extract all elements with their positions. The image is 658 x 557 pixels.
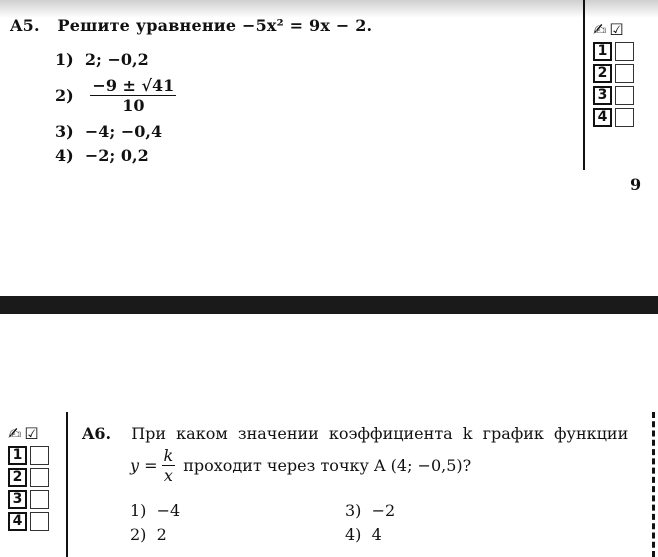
a6-line1: При каком значении коэффициента k график функции [131, 424, 629, 443]
a5-label: A5. [10, 16, 40, 35]
answer-checkbox-4[interactable] [30, 512, 49, 531]
answer-number-2: 2 [593, 64, 612, 83]
answer-checkbox-2[interactable] [615, 64, 634, 83]
answer-number-4: 4 [8, 512, 27, 531]
margin-divider-2 [66, 412, 68, 557]
answer-number-2: 2 [8, 468, 27, 487]
margin-divider [583, 0, 585, 170]
cut-line [652, 412, 655, 557]
a6-option-3: 3) −2 [345, 501, 396, 520]
a6-question [82, 424, 652, 443]
a5-option-2: 2) $\frac{-9 \pm √41}{10}$ [55, 76, 175, 115]
answer-box-a6 [8, 424, 56, 534]
pen-icon: ✍ [8, 424, 22, 443]
a6-line2: проходит через точку A (4; −0,5)? [183, 456, 472, 475]
a5-option-3: 3) −4; −0,4 [55, 122, 163, 141]
answer-checkbox-3[interactable] [30, 490, 49, 509]
a5-question [10, 16, 372, 35]
a6-option-4: 4) 4 [345, 525, 382, 544]
a5-option-1: 1) 2; −0,2 [55, 50, 149, 69]
pen-icon: ✍ [593, 20, 607, 39]
answer-checkbox-1[interactable] [615, 42, 634, 61]
answer-number-4: 4 [593, 108, 612, 127]
a6-formula-line: y = $\frac{k}{x}$ проходит через точку A (4; −0,5)? [130, 446, 472, 485]
page-number: 9 [630, 175, 642, 194]
answer-number-1: 1 [8, 446, 27, 465]
a5-text: Решите уравнение −5x² = 9x − 2. [57, 16, 373, 35]
page-separator [0, 296, 658, 314]
check-icon: ☑ [609, 20, 624, 39]
a6-option-1: 1) −4 [130, 501, 181, 520]
check-icon: ☑ [24, 424, 39, 443]
answer-checkbox-1[interactable] [30, 446, 49, 465]
answer-number-1: 1 [593, 42, 612, 61]
answer-checkbox-4[interactable] [615, 108, 634, 127]
a5-option-4: 4) −2; 0,2 [55, 146, 149, 165]
answer-checkbox-3[interactable] [615, 86, 634, 105]
a6-option-2: 2) 2 [130, 525, 167, 544]
answer-number-3: 3 [8, 490, 27, 509]
a6-label: A6. [82, 424, 112, 443]
answer-box-a5 [593, 20, 641, 130]
answer-number-3: 3 [593, 86, 612, 105]
answer-checkbox-2[interactable] [30, 468, 49, 487]
